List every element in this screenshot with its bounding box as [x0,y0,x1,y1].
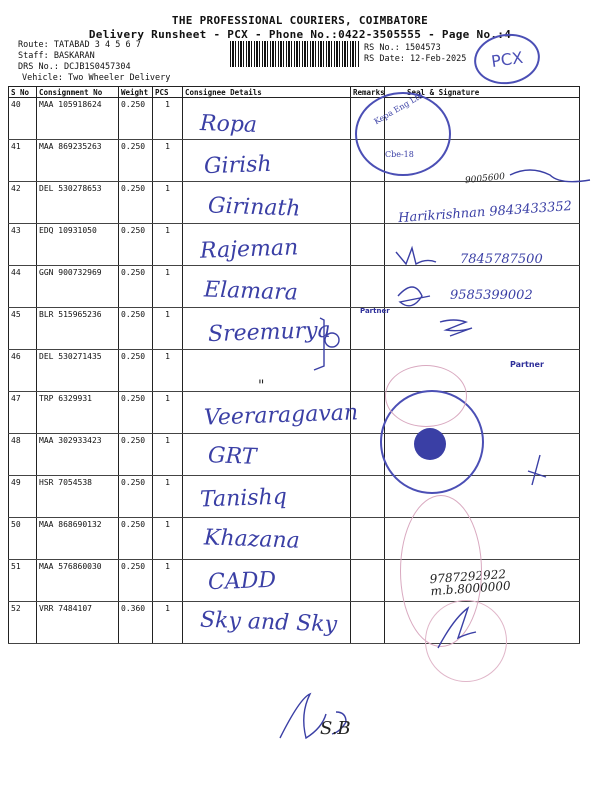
row-consignment-no: DEL 530278653 [37,182,119,224]
vehicle-field: Vehicle: Two Wheeler Delivery [22,73,171,83]
row-sno: 49 [9,476,37,518]
row-sno: 44 [9,266,37,308]
row-sno: 41 [9,140,37,182]
row-sno: 47 [9,392,37,434]
staff-signature: S.B [320,718,351,739]
handwritten-consignee: Rajeman [199,235,299,264]
handwritten-consignee: Ropa [199,111,258,138]
handwritten-consignee: Sreemurya [207,317,332,348]
seal-text-1: Kepa Eng Ltd [372,90,425,127]
row-sno: 45 [9,308,37,350]
row-pcs: 1 [153,308,183,350]
row-sno: 50 [9,518,37,560]
row-sno: 43 [9,224,37,266]
circle-mark-45 [325,333,339,347]
scribble-44 [398,287,430,306]
row-weight: 0.250 [119,140,153,182]
handwritten-consignee: Girish [203,151,273,180]
row-sno: 46 [9,350,37,392]
row-consignment-no: TRP 6329931 [37,392,119,434]
sign-text-44: 9585399002 [450,288,533,303]
row-pcs: 1 [153,140,183,182]
handwritten-consignee: Tanishq [199,484,288,513]
row-weight: 0.250 [119,434,153,476]
row-weight: 0.250 [119,392,153,434]
row-weight: 0.250 [119,518,153,560]
col-sno: S No [9,87,37,98]
row-pcs: 1 [153,476,183,518]
row-pcs: 1 [153,350,183,392]
row-sno: 42 [9,182,37,224]
row-pcs: 1 [153,560,183,602]
col-consignee: Consignee Details [183,87,351,98]
row-consignment-no: MAA 576860030 [37,560,119,602]
sign-text-42: Harikrishnan 9843433352 [397,198,573,227]
row-consignment-no: VRR 7484107 [37,602,119,644]
handwritten-consignee: Sky and Sky [199,607,338,638]
row-pcs: 1 [153,98,183,140]
scribble-43 [396,248,436,264]
rs-no-field: RS No.: 1504573 [364,43,441,53]
row-consignment-no: MAA 302933423 [37,434,119,476]
scribble-52 [438,608,476,648]
row-consignment-no: EDQ 10931050 [37,224,119,266]
row-pcs: 1 [153,224,183,266]
scribble-45 [440,320,472,336]
row-weight: 0.250 [119,476,153,518]
row-sno: 40 [9,98,37,140]
row-weight: 0.250 [119,266,153,308]
drs-field: DRS No.: DCJB1S0457304 [18,62,131,72]
scribble-48 [528,455,546,485]
handwritten-consignee: Veeraragavan [203,400,359,431]
row-pcs: 1 [153,182,183,224]
handwritten-consignee: CADD [207,567,277,596]
route-field: Route: TATABAD 3 4 5 6 7 [18,40,141,50]
handwritten-consignee: Khazana [203,525,301,554]
staff-signature-scribble [280,694,346,738]
col-remarks: Remarks [351,87,385,98]
row-consignment-no: HSR 7054538 [37,476,119,518]
row-consignment-no: GGN 900732969 [37,266,119,308]
row-pcs: 1 [153,602,183,644]
sign-text-43: 7845787500 [460,252,543,267]
row-weight: 0.250 [119,350,153,392]
row-consignment-no: MAA 868690132 [37,518,119,560]
row-pcs: 1 [153,392,183,434]
runsheet-subtitle: Delivery Runsheet - PCX - Phone No.:0422-3505555 - Page No.:4 [88,28,512,41]
row-sno: 51 [9,560,37,602]
row-weight: 0.250 [119,224,153,266]
row-sno: 52 [9,602,37,644]
row-weight: 0.250 [119,560,153,602]
col-pcs: PCS [153,87,183,98]
col-weight: Weight [119,87,153,98]
sign-text-41: 9005600 [464,171,506,187]
partner-stamp-1: Partner [360,307,390,315]
row-consignment-no: DEL 530271435 [37,350,119,392]
row-weight: 0.250 [119,98,153,140]
row-sno: 48 [9,434,37,476]
row-weight: 0.250 [119,308,153,350]
col-consignment: Consignment No [37,87,119,98]
bracket-45 [314,318,324,370]
scribble-41 [510,170,590,182]
pcx-stamp: PCX [471,30,543,89]
row-pcs: 1 [153,266,183,308]
handwritten-consignee: GRT [207,443,257,470]
partner-stamp-2: Partner [510,360,544,369]
row-pcs: 1 [153,434,183,476]
row-consignment-no: MAA 869235263 [37,140,119,182]
row-consignment-no: MAA 105918624 [37,98,119,140]
col-signature: Seal & Signature [385,87,580,98]
staff-field: Staff: BASKARAN [18,51,95,61]
handwritten-consignee: Girinath [207,193,301,222]
sign-text-51b: 9787292922 m.b.8000000 [429,566,512,599]
row-pcs: 1 [153,518,183,560]
row-consignment-no: BLR 515965236 [37,308,119,350]
seal-text-2: Cbe-18 [385,150,414,159]
ditto-mark: " [258,378,265,394]
runsheet-title: THE PROFESSIONAL COURIERS, COIMBATORE [171,14,429,27]
handwritten-consignee: Elamara [203,277,299,306]
row-weight: 0.360 [119,602,153,644]
rs-date-field: RS Date: 12-Feb-2025 [364,54,467,64]
row-weight: 0.250 [119,182,153,224]
